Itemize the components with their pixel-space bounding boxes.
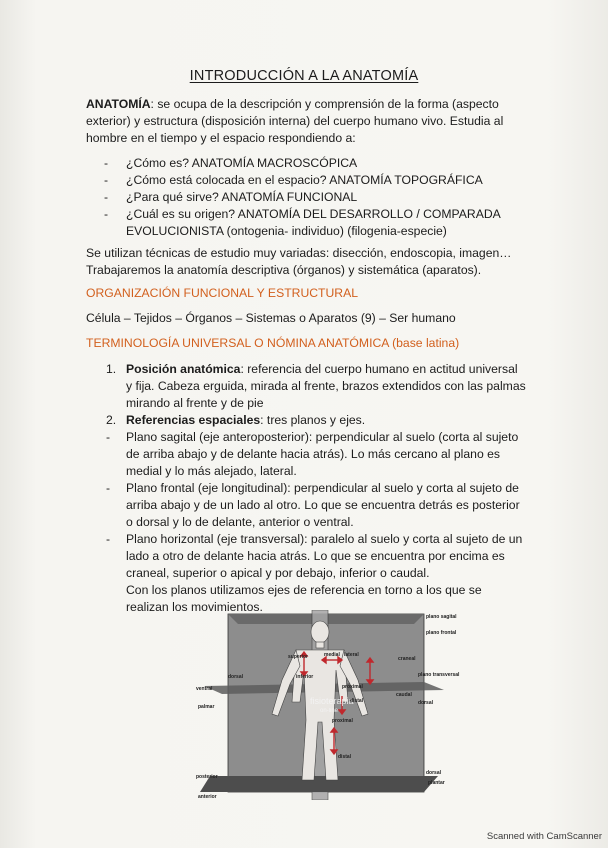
watermark-text: fisioterapia <box>310 696 354 706</box>
item-text: Plano sagital (eje anteroposterior): perpendicular al suelo (corta al sujeto de arriba abajo y de delante hacia atrás). Lo más cercano al plano es medial y lo más alejado, lateral. <box>126 430 519 478</box>
list-item <box>106 531 526 582</box>
label-inferior: inferior <box>296 674 314 680</box>
list-item <box>106 480 526 531</box>
label-posterior: posterior <box>196 774 218 780</box>
question-list <box>104 155 524 240</box>
section-heading-organization: ORGANIZACIÓN FUNCIONAL Y ESTRUCTURAL <box>86 286 358 300</box>
list-marker: 1. <box>106 362 117 376</box>
label-plantar: plantar <box>428 780 445 786</box>
label-superior: superior <box>288 654 309 660</box>
label-anterior: anterior <box>198 794 217 800</box>
item-text: Plano frontal (eje longitudinal): perpendicular al suelo y corta al sujeto de arriba abajo y de un lado al otro. Lo que se encuentra detrás es posterior o dorsal y lo de delante, anterior o ventral. <box>126 481 520 529</box>
section-heading-terminology: TERMINOLOGÍA UNIVERSAL O NÓMINA ANATÓMICA (base latina) <box>86 336 460 350</box>
list-item: - ¿Cuál es su origen? ANATOMÍA DEL DESARROLLO / COMPARADA EVOLUCIONISTA (ontogenia- individuo) (filogenia-especie) <box>104 206 524 240</box>
label-distal-low: distal <box>338 754 352 760</box>
item-term: Posición anatómica <box>126 362 241 376</box>
label-plano-sagital: plano sagital <box>426 614 457 620</box>
list-item: - ¿Para qué sirve? ANATOMÍA FUNCIONAL <box>104 189 524 206</box>
list-item <box>106 412 526 429</box>
item-text: Con los planos utilizamos ejes de referencia en torno a los que se realizan los movimientos. <box>126 583 482 614</box>
list-item: - ¿Cómo es? ANATOMÍA MACROSCÓPICA <box>104 155 524 172</box>
list-marker: - <box>106 532 111 546</box>
techniques-paragraph: Se utilizan técnicas de estudio muy variadas: disección, endoscopia, imagen… Trabajaremos la anatomía descriptiva (órganos) y sistemática (aparatos). <box>86 246 512 277</box>
label-dorsal-bottom: dorsal <box>426 770 442 776</box>
label-ventral: ventral <box>196 686 213 692</box>
list-marker: 2. <box>106 413 117 427</box>
intro-text: : se ocupa de la descripción y comprensión de la forma (aspecto exterior) y estructura (disposición interna) del cuerpo humano vivo. Estudia al hombre en el tiempo y el espacio respondiendo a: <box>86 97 504 145</box>
page-title: INTRODUCCIÓN A LA ANATOMÍA <box>189 68 419 84</box>
label-palmar: palmar <box>198 704 215 710</box>
item-text: Plano horizontal (eje transversal): paralelo al suelo y corta al sujeto de un lado a otro de delante hacia atrás. Lo que se encuentra por encima es craneal, superior o apical y por debajo, inferior o caudal. <box>126 532 523 580</box>
intro-paragraph <box>86 96 530 147</box>
label-medial: medial <box>324 652 340 658</box>
hierarchy-line: Célula – Tejidos – Órganos – Sistemas o Aparatos (9) – Ser humano <box>86 311 456 325</box>
label-caudal: caudal <box>396 692 412 698</box>
list-item <box>106 429 526 480</box>
list-item: - ¿Cómo está colocada en el espacio? ANATOMÍA TOPOGRÁFICA <box>104 172 524 189</box>
list-item <box>106 361 526 412</box>
watermark-subtext: on-line <box>320 708 339 714</box>
label-distal-mid: distal <box>350 698 364 704</box>
terminology-list <box>106 361 526 616</box>
label-lateral: lateral <box>344 652 359 658</box>
label-craneal: craneal <box>398 656 416 662</box>
label-dorsal-right: dorsal <box>418 700 434 706</box>
scanner-footer: Scanned with CamScanner <box>486 831 602 842</box>
intro-term: ANATOMÍA <box>86 97 151 111</box>
list-marker: - <box>106 430 111 444</box>
item-term: Referencias espaciales <box>126 413 261 427</box>
floor-plane-shape <box>200 776 438 792</box>
list-marker: - <box>106 481 111 495</box>
label-plano-frontal: plano frontal <box>426 630 457 636</box>
label-proximal-bottom: proximal <box>332 718 353 724</box>
item-text: : tres planos y ejes. <box>260 413 366 427</box>
label-plano-transversal: plano transversal <box>418 672 460 678</box>
item-text: : referencia del cuerpo humano en actitud universal y fija. Cabeza erguida, mirada al frente, brazos extendidos con las palmas mirando al frente y de pie <box>126 362 526 410</box>
label-proximal-top: proximal <box>342 684 363 690</box>
label-dorsal-left: dorsal <box>228 674 244 680</box>
anatomical-planes-figure <box>192 610 462 800</box>
